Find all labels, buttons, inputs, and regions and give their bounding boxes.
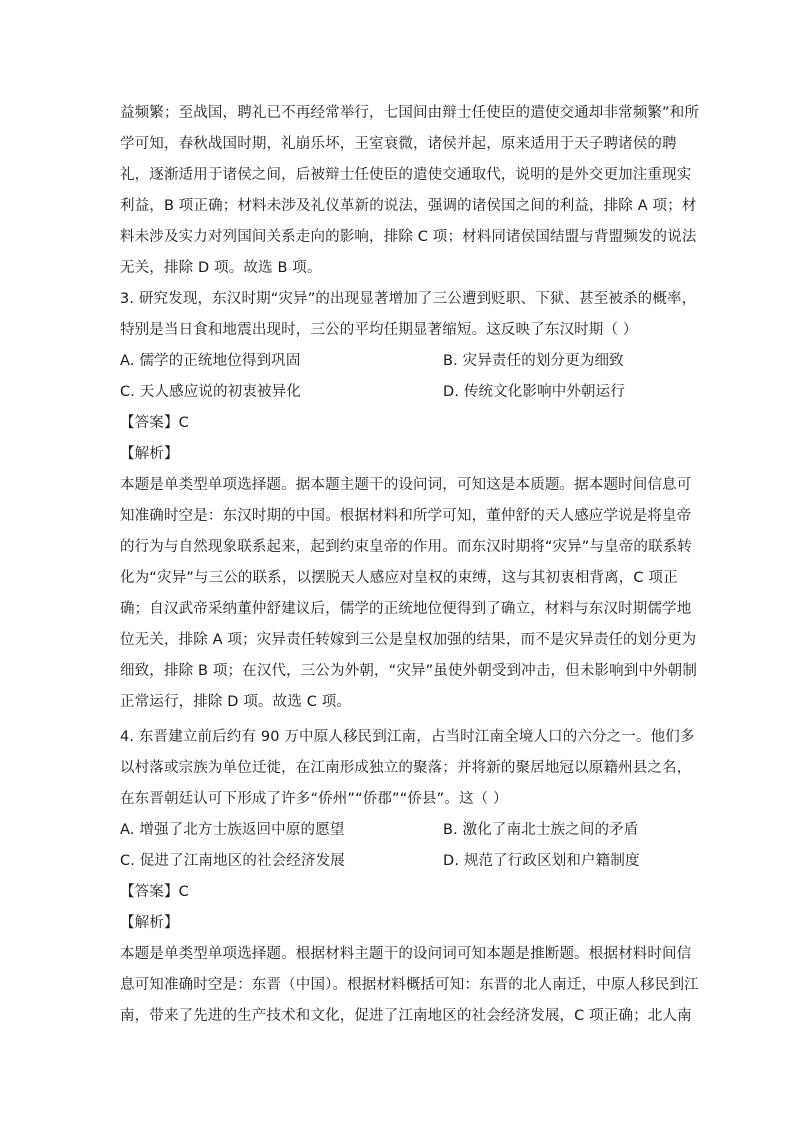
q4-stem-line: 在东晋朝廷认可下形成了许多“侨州”“侨郡”“侨县”。这（ ） [120, 791, 508, 807]
q4-analysis-line: 南，带来了先进的生产技术和文化，促进了江南地区的社会经济发展，C 项正确；北人南 [120, 1008, 692, 1024]
q4-option-a: A. 增强了北方士族返回中原的愿望 [120, 822, 345, 838]
q3-answer: 【答案】C [120, 415, 189, 431]
q4-stem-line: 以村落或宗族为单位迁徙，在江南形成独立的聚落；并将新的聚居地冠以原籍州县之名， [120, 760, 692, 776]
q3-analysis-heading: 【解析】 [120, 446, 179, 462]
q4-option-b: B. 激化了南北士族之间的矛盾 [443, 822, 639, 838]
q4-stem-line: 4. 东晋建立前后约有 90 万中原人移民到江南，占当时江南全境人口的六分之一。他们多 [120, 729, 695, 745]
q3-option-b: B. 灾异责任的划分更为细致 [443, 353, 624, 369]
q4-answer: 【答案】C [120, 884, 189, 900]
q3-option-a: A. 儒学的正统地位得到巩固 [120, 353, 301, 369]
q3-analysis-line: 确；自汉武帝采纳董仲舒建议后，儒学的正统地位便得到了确立，材料与东汉时期儒学地 [120, 601, 692, 617]
q4-option-c: C. 促进了江南地区的社会经济发展 [120, 853, 345, 869]
continued-text-line: 礼，逐渐适用于诸侯之间，后被辩士任使臣的遣使交通取代，说明的是外交更加注重现实 [120, 167, 692, 183]
continued-text-line: 学可知，春秋战国时期，礼崩乐坏，王室衰微，诸侯并起，原来适用于天子聘诸侯的聘 [120, 136, 677, 152]
q3-analysis-line: 的行为与自然现象联系起来，起到约束皇帝的作用。而东汉时期将“灾异”与皇帝的联系转 [120, 539, 693, 555]
q4-analysis-heading: 【解析】 [120, 915, 179, 931]
continued-text-line: 料未涉及实力对列国间关系走向的影响，排除 C 项；材料同诸侯国结盟与背盟频发的说法 [120, 229, 697, 245]
q3-option-c: C. 天人感应说的初衷被异化 [120, 384, 301, 400]
q3-analysis-line: 知准确时空是：东汉时期的中国。根据材料和所学可知，董仲舒的天人感应学说是将皇帝 [120, 508, 692, 524]
continued-text-line: 利益，B 项正确；材料未涉及礼仪革新的说法，强调的诸侯国之间的利益，排除 A 项；材 [120, 198, 697, 214]
q3-analysis-line: 本题是单类型单项选择题。据本题主题干的设问词，可知这是本质题。据本题时间信息可 [120, 477, 692, 493]
q3-option-d: D. 传统文化影响中外朝运行 [443, 384, 625, 400]
continued-text-line: 无关，排除 D 项。故选 B 项。 [120, 260, 322, 276]
q3-analysis-line: 细致，排除 B 项；在汉代，三公为外朝，“灾异”虽使外朝受到冲击，但未影响到中外朝制 [120, 663, 697, 679]
q3-analysis-line: 位无关，排除 A 项；灾异责任转嫁到三公是皇权加强的结果，而不是灾异责任的划分更为 [120, 632, 697, 648]
continued-text-line: 益频繁；至战国，聘礼已不再经常举行，七国间由辩士任使臣的遣使交通却非常频繁”和所 [120, 105, 700, 121]
q3-analysis-line: 正常运行，排除 D 项。故选 C 项。 [120, 694, 352, 710]
q4-analysis-line: 本题是单类型单项选择题。根据材料主题干的设问词可知本题是推断题。根据材料时间信 [120, 946, 692, 962]
q4-analysis-line: 息可知准确时空是：东晋（中国）。根据材料概括可知：东晋的北人南迁，中原人移民到江 [120, 977, 699, 993]
q3-analysis-line: 化为“灾异”与三公的联系，以摆脱天人感应对皇权的束缚，这与其初衷相背离，C 项正 [120, 570, 678, 586]
q4-option-d: D. 规范了行政区划和户籍制度 [443, 853, 640, 869]
q3-stem-line: 3. 研究发现，东汉时期“灾异”的出现显著增加了三公遭到贬职、下狱、甚至被杀的概率， [120, 291, 697, 307]
q3-stem-line: 特别是当日食和地震出现时，三公的平均任期显著缩短。这反映了东汉时期（ ） [120, 322, 638, 338]
